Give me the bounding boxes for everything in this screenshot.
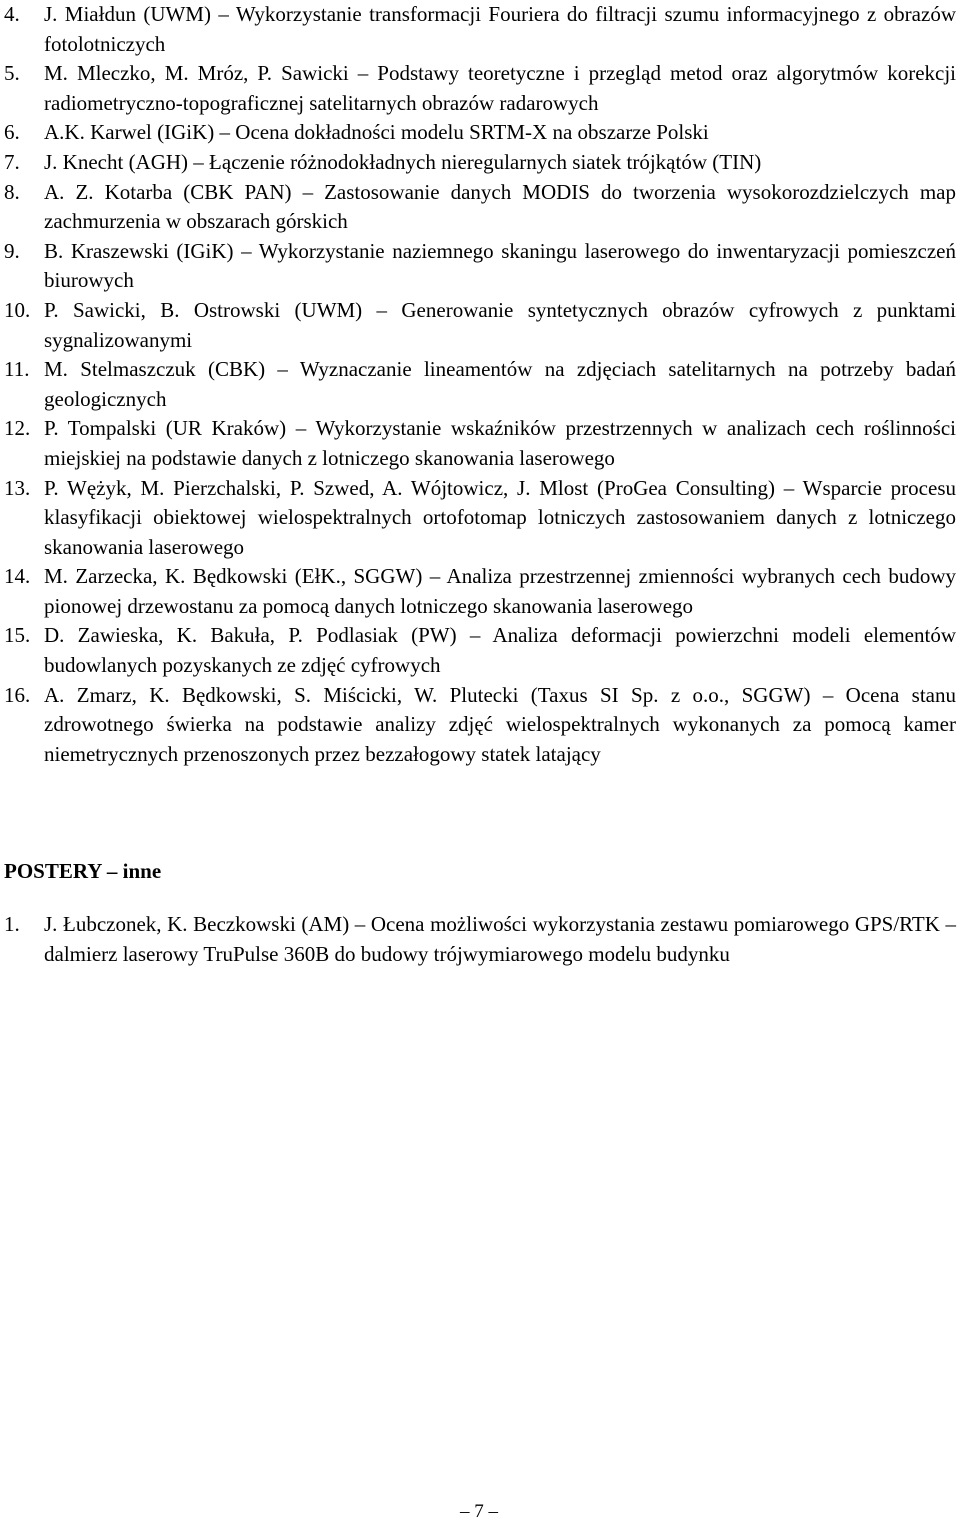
item-number: 7. xyxy=(4,149,20,174)
item-text: J. Łubczonek, K. Beczkowski (AM) – Ocena możliwości wykorzystania zestawu pomiarowego GPS/RTK – dalmierz laserowy TruPulse 360B do budowy trójwymiarowego modelu budynku xyxy=(44,912,956,966)
item-number: 1. xyxy=(4,912,20,936)
list-item xyxy=(4,355,956,414)
list-item xyxy=(4,562,956,621)
item-number: 6. xyxy=(4,120,20,145)
item-number: 13. xyxy=(4,475,31,500)
item-text: M. Zarzecka, K. Będkowski (EłK., SGGW) – Analiza przestrzennej zmienności wybranych cech budowy pionowej drzewostanu za pomocą danych lotniczego skanowania laserowego xyxy=(44,564,956,618)
posters-list xyxy=(4,910,956,969)
item-text: A. Zmarz, K. Będkowski, S. Miścicki, W. Plutecki (Taxus SI Sp. z o.o., SGGW) – Ocena stanu zdrowotnego świerka na podstawie analizy zdjęć wielospektralnych wykonanych za pomocą kamer niemetrycznych przenoszonych przez bezzałogowy statek latający xyxy=(44,682,956,766)
item-number: 8. xyxy=(4,179,20,204)
item-number: 12. xyxy=(4,416,31,441)
item-text: P. Sawicki, B. Ostrowski (UWM) – Generowanie syntetycznych obrazów cyfrowych z punktami sygnalizowanymi xyxy=(44,297,956,352)
item-number: 15. xyxy=(4,623,31,648)
list-item xyxy=(4,474,956,563)
list-item xyxy=(4,59,956,118)
item-text: M. Mleczko, M. Mróz, P. Sawicki – Podstawy teoretyczne i przegląd metod oraz algorytmów korekcji radiometryczno-topograficznej satelitarnych obrazów radarowych xyxy=(44,61,956,115)
list-item xyxy=(4,118,956,148)
item-text: B. Kraszewski (IGiK) – Wykorzystanie naziemnego skaningu laserowego do inwentaryzacji pomieszczeń biurowych xyxy=(44,238,956,293)
page-number: – 7 – xyxy=(460,1501,498,1522)
list-item xyxy=(4,296,956,355)
list-item xyxy=(4,0,956,59)
item-number: 16. xyxy=(4,682,31,707)
item-text: P. Tompalski (UR Kraków) – Wykorzystanie wskaźników przestrzennych w analizach cech roślinności miejskiej na podstawie danych z lotniczego skanowania laserowego xyxy=(44,416,956,470)
item-number: 9. xyxy=(4,238,20,263)
item-number: 10. xyxy=(4,297,31,322)
list-item xyxy=(4,681,956,770)
item-number: 5. xyxy=(4,61,20,86)
presentation-list xyxy=(4,0,956,769)
item-text: A. Z. Kotarba (CBK PAN) – Zastosowanie danych MODIS do tworzenia wysokorozdzielczych map zachmurzenia w obszarach górskich xyxy=(44,179,956,234)
item-number: 11. xyxy=(4,357,30,382)
section-heading: POSTERY – inne xyxy=(4,859,162,883)
list-item xyxy=(4,621,956,680)
item-text: D. Zawieska, K. Bakuła, P. Podlasiak (PW) – Analiza deformacji powierzchni modeli elementów budowlanych pozyskanych ze zdjęć cyfrowych xyxy=(44,623,956,678)
list-item xyxy=(4,910,956,969)
item-number: 14. xyxy=(4,564,31,589)
item-text: J. Miałdun (UWM) – Wykorzystanie transformacji Fouriera do filtracji szumu informacyjnego z obrazów fotolotniczych xyxy=(44,2,956,56)
item-text: J. Knecht (AGH) – Łączenie różnodokładnych nieregularnych siatek trójkątów (TIN) xyxy=(44,149,762,174)
list-item xyxy=(4,414,956,473)
list-item xyxy=(4,178,956,237)
list-item xyxy=(4,148,956,178)
item-text: A.K. Karwel (IGiK) – Ocena dokładności modelu SRTM-X na obszarze Polski xyxy=(44,120,709,145)
item-text: P. Wężyk, M. Pierzchalski, P. Szwed, A. Wójtowicz, J. Mlost (ProGea Consulting) – Wsparcie procesu klasyfikacji obiektowej wielospektralnych ortofotomap lotniczych zastosowaniem danych z lotniczego skanowania laserowego xyxy=(44,475,956,559)
list-item xyxy=(4,237,956,296)
item-number: 4. xyxy=(4,2,20,26)
item-text: M. Stelmaszczuk (CBK) – Wyznaczanie lineamentów na zdjęciach satelitarnych na potrzeby badań geologicznych xyxy=(44,357,956,411)
